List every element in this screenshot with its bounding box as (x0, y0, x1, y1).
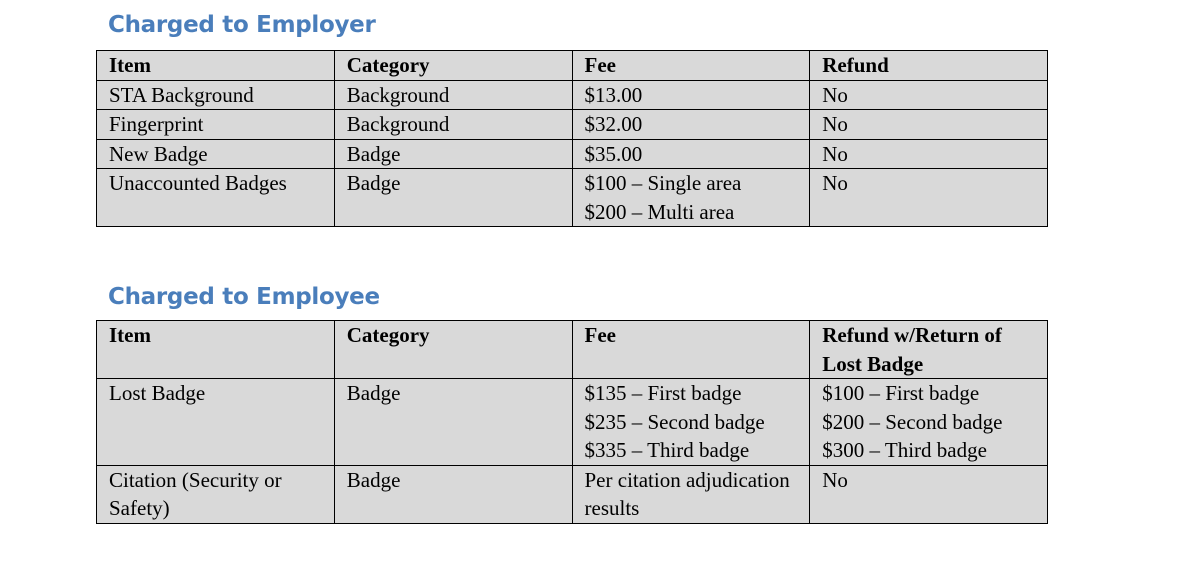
fee-line: $200 – Multi area (584, 199, 735, 224)
cell-fee (572, 80, 810, 110)
refund-line: $200 – Second badge (822, 409, 1003, 434)
table-row (97, 80, 1048, 110)
refund-line: No (822, 141, 848, 166)
fee-line: $100 – Single area (584, 171, 742, 195)
cell-fee (572, 169, 810, 227)
cell-fee (572, 110, 810, 140)
fee-line: $135 – First badge (584, 381, 742, 405)
cell-item: STA Background (97, 80, 335, 110)
header-refund: Refund w/Return of Lost Badge (810, 321, 1048, 379)
cell-item: Unaccounted Badges (97, 169, 335, 227)
refund-line: No (822, 82, 848, 107)
employee-section-title: Charged to Employee (108, 284, 380, 310)
employer-fees-table (96, 50, 1048, 227)
cell-item: Fingerprint (97, 110, 335, 140)
table-row (97, 139, 1048, 169)
header-refund: Refund (810, 51, 1048, 81)
fee-line: $35.00 (584, 141, 643, 166)
fee-line: Per citation adjudication results (584, 467, 790, 520)
cell-category: Badge (334, 465, 572, 523)
cell-item: New Badge (97, 139, 335, 169)
cell-category: Background (334, 80, 572, 110)
cell-category: Background (334, 110, 572, 140)
cell-category: Badge (334, 379, 572, 466)
header-category: Category (334, 51, 572, 81)
header-category: Category (334, 321, 572, 379)
table-row (97, 169, 1048, 227)
refund-line: $100 – First badge (822, 381, 980, 405)
employee-fees-table (96, 320, 1048, 524)
table-header-row (97, 321, 1048, 379)
header-item: Item (97, 51, 335, 81)
cell-fee (572, 465, 810, 523)
table-row (97, 379, 1048, 466)
cell-refund (810, 139, 1048, 169)
fee-line: $335 – Third badge (584, 438, 750, 462)
cell-category: Badge (334, 139, 572, 169)
cell-refund (810, 169, 1048, 227)
fee-line: $235 – Second badge (584, 409, 765, 434)
table-row (97, 110, 1048, 140)
table-header-row (97, 51, 1048, 81)
cell-refund (810, 110, 1048, 140)
header-item: Item (97, 321, 335, 379)
cell-refund (810, 465, 1048, 523)
refund-line: No (822, 112, 848, 136)
cell-item: Lost Badge (97, 379, 335, 466)
cell-fee (572, 139, 810, 169)
header-fee: Fee (572, 321, 810, 379)
fee-line: $13.00 (584, 82, 643, 107)
refund-line: No (822, 467, 848, 492)
refund-line: $300 – Third badge (822, 438, 987, 462)
employer-section-title: Charged to Employer (108, 12, 376, 38)
header-fee: Fee (572, 51, 810, 81)
cell-refund (810, 80, 1048, 110)
cell-refund (810, 379, 1048, 466)
cell-item: Citation (Security or Safety) (97, 465, 335, 523)
cell-category: Badge (334, 169, 572, 227)
cell-fee (572, 379, 810, 466)
fee-line: $32.00 (584, 112, 643, 136)
table-row (97, 465, 1048, 523)
refund-line: No (822, 171, 848, 195)
